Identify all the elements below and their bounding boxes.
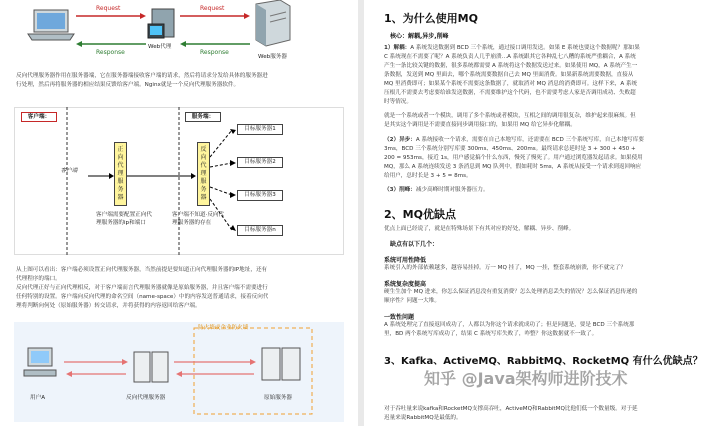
para2-line1: 从上图可以看出：客户端必须设置正向代理服务器，当然前提是要知道正向代理服务器的IP地址，还有 [16,267,268,273]
item3-text: 减少高峰时期对服务器压力。 [415,187,489,193]
server-side-title: 服务端： [185,112,221,122]
compare-line1: 对于吞吐量来说kafka和RocketMQ支撑高吞吐，ActiveMQ和RabbitMQ比他们低一个数量级。对于延 [384,406,638,412]
core-points: 核心：解耦,异步,削峰 [390,33,449,40]
compare-line2: 迟量来说RabbitMQ是最低的。 [384,415,462,421]
laptop-icon [28,10,74,40]
para2-line3: 反向代理正好与正向代理相反，对于客户端而言代理服务器就像是原始服务器，并且客户端不需要进行 [16,285,268,291]
request-label-2: Request [200,5,225,12]
web-proxy-label: Web代理 [148,44,172,50]
target-server-n: 目标服务器n [237,225,283,236]
item1b-line1: 就是一个系统或者一个模块，调用了多个系统或者模块，互相之间的调用很复杂，维护起来很麻烦。但 [384,113,636,119]
forward-note-1: 客户端需要配置正向代 [96,212,152,218]
left-page [0,0,358,426]
client-side-title: 客户端： [21,112,57,122]
item2-line5: 给用户，总时长是 3 + 5 = 8ms。 [384,173,472,179]
item1-line7: 时等情况。 [384,99,412,105]
firewall-label: 防火墙或企业防火墙 [198,325,249,331]
con3-title: 一致性问题 [384,314,415,321]
heading-mq-compare: 3、Kafka、ActiveMQ、RabbitMQ、RocketMQ 有什么优缺点？ [384,356,703,367]
para2-line2: 代理程序的端口。 [16,276,61,282]
item1-label: 1）解耦： [384,45,411,51]
para2-line4: 任何特别的设置。客户端向反向代理的命名空间（name-space）中的内容发送普通请求，接着反向代 [16,294,269,300]
item1b-line2: 是其实这个调用是不需要直接同步调用接口的，如果用 MQ 给它异步化解耦。 [384,122,576,128]
item2-line3: 200 = 953ms，接近 1s，用户感觉搞个什么东西，慢死了慢死了。用户通过浏览器发起请求。如果使用 [384,155,643,161]
pros-intro: 优点上面已经说了，就是在特殊场景下有其对应的好处，解耦、异步、削峰。 [384,226,575,232]
proxy-diagram [14,107,344,255]
top-network-diagram [0,0,358,70]
response-label: Response [96,49,125,56]
target-server-1: 目标服务器1 [237,124,283,135]
item3-label: （3）削峰： [384,187,416,193]
item2-line4: MQ，那么 A 系统连续发送 3 条消息到 MQ 队列中，假如耗时 5ms，A 系统从接受一个请求到返回响应 [384,164,642,170]
web-proxy-icon [148,9,174,38]
forward-note-2: 理服务器的ip和端口 [96,220,146,226]
target-server-2: 目标服务器2 [237,157,283,168]
cons-title: 缺点有以下几个： [390,241,439,248]
item1-line2: C 系统现在不需要了呢？A 系统负责人几乎崩溃…A 系统跟其它各种乱七八糟的系统严重耦合，A 系统 [384,54,636,60]
reverse-note-2: 理服务器的存在 [172,220,212,226]
item1-line4: 条数据，发送到 MQ 里面去，哪个系统需要数据自己去 MQ 里面消费。如果新系统需要数据，直接从 [384,72,634,78]
item1-line3: 产生一条比较关键的数据，很多系统都需要 A 系统将这个数据发送过来。如果使用 MQ，A 系统产生一 [384,63,638,69]
con2-line2: 顺序性？问题一大堆。 [384,298,440,304]
con2-title: 系统复杂度提高 [384,281,427,288]
reverse-note-1: 客户端不知道·反向代 [172,212,225,218]
con3-line2: 里，BD 两个系统写库成功了，结果 C 系统写库失败了，咋整？你这数据就不一致了。 [384,331,598,337]
forward-proxy-box: 正向代理服务器 [114,142,127,206]
proxy-label: 反向代理服务器 [126,395,166,401]
reverse-proxy-box: 反向代理服务器 [197,142,210,206]
item1-line6: 压根儿不需要去考虑要给谁发送数据，不需要维护这个代码，也不需要考虑人家是否调用成功、失败超 [384,90,636,96]
heading-mq-pros-cons: 2、MQ优缺点 [384,208,456,221]
para2-line5: 理将判断向何处（原始服务器）转交请求，并将获得的内容返回给客户端。 [16,303,201,309]
heading-why-mq: 1、为什么使用MQ [384,12,478,25]
para1-line1: 反向代理服务器作用在服务器端，它在服务器端接收客户端的请求，然后将请求分发给具体的服务器进 [16,73,268,79]
response-label-2: Response [200,49,229,56]
request-label: Request [96,5,121,12]
web-server-icon [256,0,290,46]
right-page [364,0,720,426]
item2-line2: 3ms，BCD 三个系统分别写库要 300ms、450ms、200ms。最终请求总延时是 3 + 300 + 450 + [384,146,636,152]
origin-server-icon [262,348,300,380]
web-server-label: Web服务器 [258,54,287,60]
target-server-3: 目标服务器3 [237,190,283,201]
con1-title: 系统可用性降低 [384,257,427,264]
con2-line1: 硬生生加个 MQ 进来，你怎么保证消息没有重复消费？怎么处理消息丢失的情况？怎么保证消息传递的 [384,289,638,295]
item2-line1: A 系统接收一个请求，需要在自己本地写库，还需要在 BCD 三个系统写库，自己本地写库要 [415,137,644,143]
con1-text: 系统引入的外部依赖越多，越容易挂掉。万一 MQ 挂了，MQ 一挂，整套系统崩溃，你不就完了？ [384,265,626,271]
watermark: 知乎 @Java架构师进阶技术 [424,369,628,388]
item1-line5: MQ 里消费即可；如果某个系统不需要这条数据了，就取消对 MQ 消息的消费即可。这样下来，A 系统 [384,81,638,87]
para1-line2: 行处理，然后再将服务器的相应结果反馈给客户端。Nginx就是一个反向代理服务器软件。 [16,82,240,88]
item2-label: （2）异步： [384,137,416,143]
origin-label: 原始服务器 [264,395,292,401]
proxy-server-icon [134,352,168,382]
con3-line1: A 系统处理完了直接返回成功了，人都以为你这个请求就成功了；但是问题是，要是 BCD 三个系统那 [384,322,635,328]
user-pc-icon [24,348,56,376]
reverse-proxy-diagram [14,322,344,422]
user-label: 用户A [30,395,46,401]
client-label: 客户端 [60,168,78,174]
item1-line1: A 系统发送数据到 BCD 三个系统，通过接口调用发送。如果 E 系统也要这个数据呢？那如果 [410,45,640,51]
